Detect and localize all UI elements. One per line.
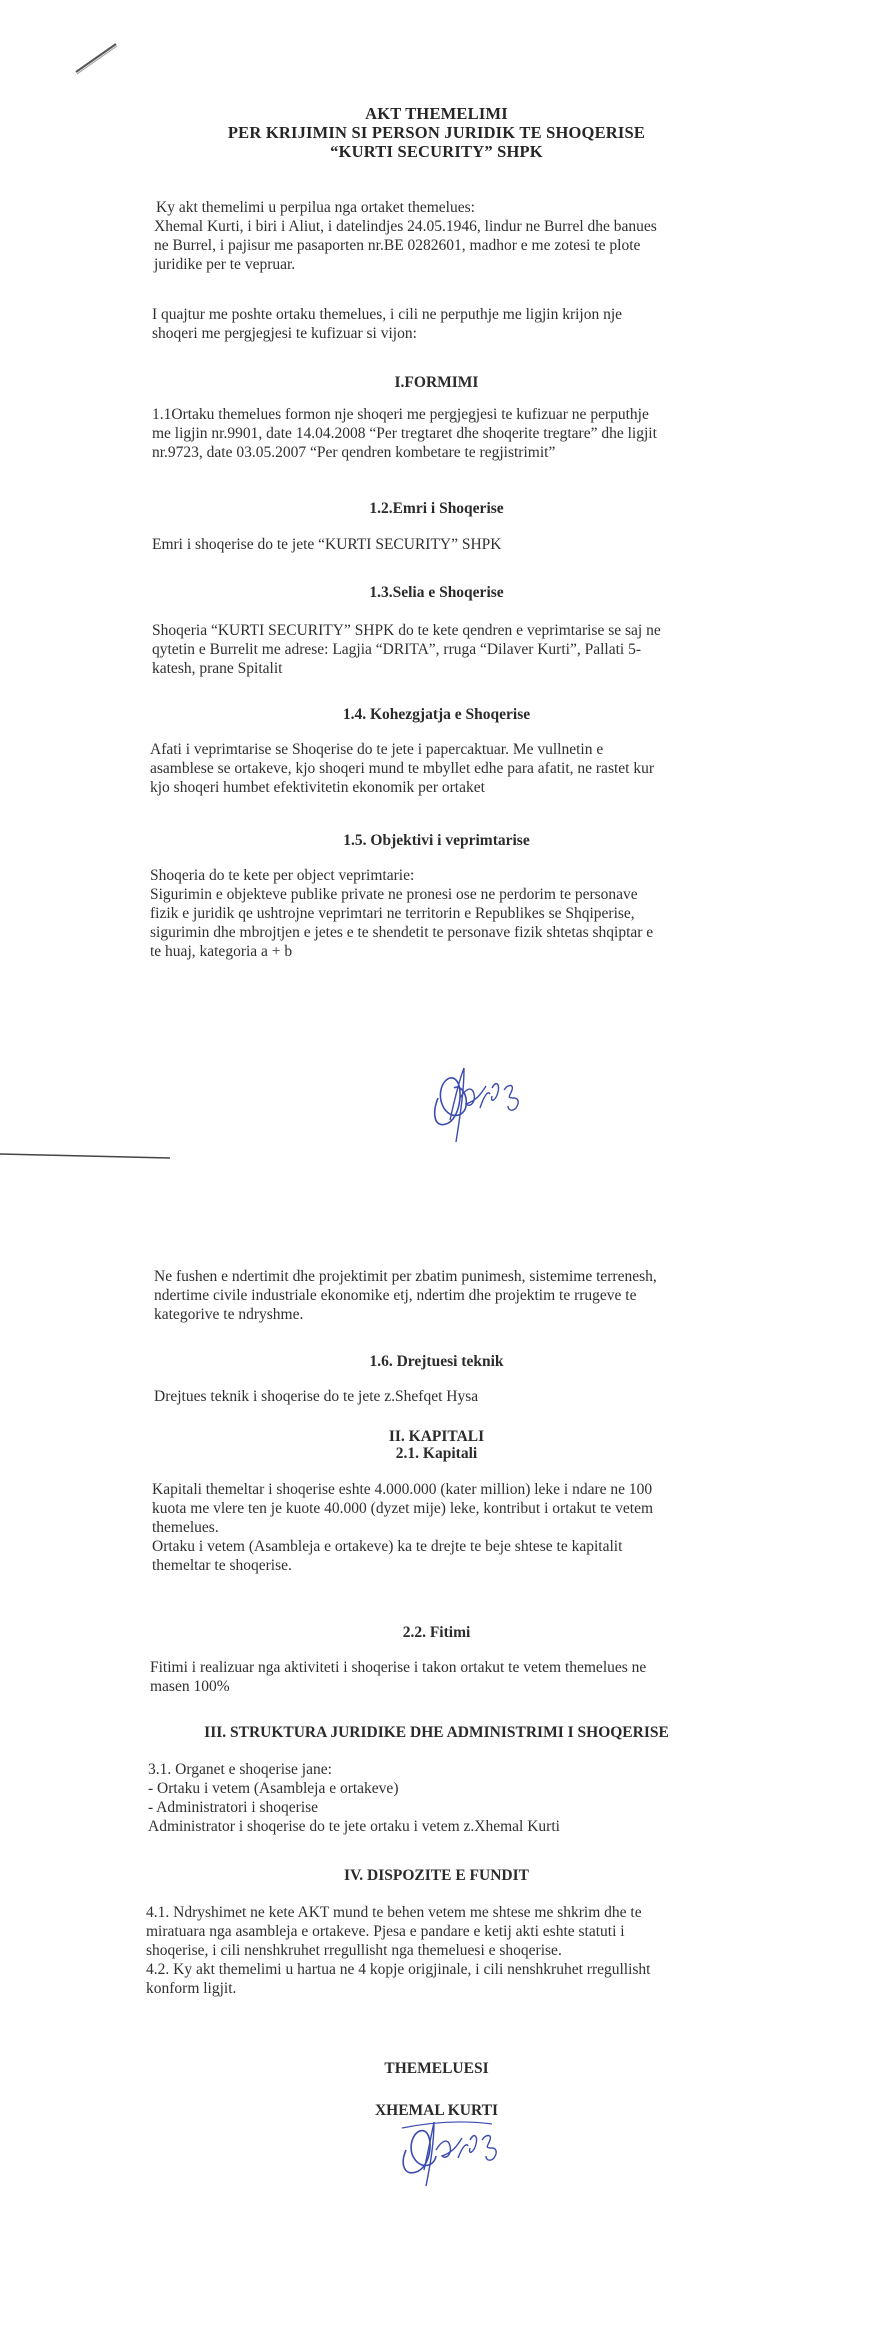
signature-initials-page1: [420, 1058, 530, 1148]
objektivi-continued-paragraph: Ne fushen e ndertimit dhe projektimit per zbatim punimesh, sistemime terrenesh, ndertime civile industriale ekonomike etj, ndertim dhe projektim te rrugeve te kategorive te ndryshme.: [154, 1268, 657, 1323]
page-2: [0, 1160, 873, 2332]
subheading-kapitali: 2.1. Kapitali: [395, 1445, 478, 1462]
section-heading-dispozite: IV. DISPOZITE E FUNDIT: [344, 1867, 529, 1884]
section-heading-objektivi: 1.5. Objektivi i veprimtarise: [343, 832, 530, 849]
struktura-paragraph: 3.1. Organet e shoqerise jane: - Ortaku i vetem (Asambleja e ortakeve) - Administratori i shoqerise Administrator i shoqerise do te jete ortaku i vetem z.Xhemal Kurti: [148, 1761, 560, 1835]
section-heading-drejtuesi: 1.6. Drejtuesi teknik: [369, 1353, 504, 1370]
section-heading-emri: 1.2.Emri i Shoqerise: [369, 500, 504, 517]
founder-paragraph: I quajtur me poshte ortaku themelues, i cili ne perputhje me ligjin krijon nje shoqeri me pergjegjesi te kufizuar si vijon:: [152, 306, 623, 342]
fitimi-paragraph: Fitimi i realizuar nga aktiviteti i shoqerise i takon ortakut te vetem themelues ne masen 100%: [150, 1659, 647, 1695]
founder-signature: [392, 2110, 512, 2190]
founder-name: XHEMAL KURTI: [374, 2102, 499, 2119]
section-heading-kapitali: II. KAPITALI: [388, 1428, 485, 1445]
page-fold-mark: [0, 1150, 180, 1160]
section-heading-kohezgjatja: 1.4. Kohezgjatja e Shoqerise: [342, 706, 531, 723]
company-name-title: “KURTI SECURITY” SHPK: [330, 142, 543, 161]
section-heading-fitimi: 2.2. Fitimi: [402, 1624, 471, 1641]
page-1: [0, 0, 873, 1160]
section-heading-formimi: I.FORMIMI: [394, 374, 479, 391]
intro-paragraph: Ky akt themelimi u perpilua nga ortaket themelues: Xhemal Kurti, i biri i Aliut, i datelindjes 24.05.1946, lindur ne Burrel dhe banues ne Burrel, i pajisur me pasaporten nr.BE 0282601, madhor e me zotesi te plote juridike per te vepruar.: [154, 199, 657, 273]
section-heading-struktura: III. STRUKTURA JURIDIKE DHE ADMINISTRIMI I SHOQERISE: [204, 1724, 669, 1741]
kohezgjatja-paragraph: Afati i veprimtarise se Shoqerise do te jete i papercaktuar. Me vullnetin e asamblese se ortakeve, kjo shoqeri mund te mbyllet edhe para afatit, ne rastet kur kjo shoqeri humbet efektivitetin ekonomik per ortaket: [150, 741, 654, 796]
section-heading-selia: 1.3.Selia e Shoqerise: [369, 584, 504, 601]
formimi-paragraph: 1.1Ortaku themelues formon nje shoqeri me pergjegjesi te kufizuar ne perputhje me ligjin nr.9901, date 14.04.2008 “Per tregtaret dhe shoqerite tregtare” dhe ligjit nr.9723, date 03.05.2007 “Per qendren kombetare te regjistrimit”: [152, 406, 657, 461]
selia-paragraph: Shoqeria “KURTI SECURITY” SHPK do te kete qendren e veprimtarise se saj ne qytetin e Burrelit me adrese: Lagjia “DRITA”, rruga “Dilaver Kurti”, Pallati 5- katesh, prane Spitalit: [152, 622, 661, 677]
emri-paragraph: Emri i shoqerise do te jete “KURTI SECURITY” SHPK: [152, 536, 502, 553]
pen-stroke-mark: [72, 38, 122, 78]
dispozite-paragraph: 4.1. Ndryshimet ne kete AKT mund te behen vetem me shtese me shkrim dhe te miratuara nga asambleja e ortakeve. Pjesa e pandare e ketij akti eshte statuti i shoqerise, i cili nenshkruhet rregullisht nga themeluesi e shoqerise. 4.2. Ky akt themelimi u hartua ne 4 kopje origjinale, i cili nenshkruhet rregullisht konform ligjit.: [146, 1904, 651, 1997]
drejtuesi-paragraph: Drejtues teknik i shoqerise do te jete z.Shefqet Hysa: [154, 1388, 479, 1405]
kapitali-paragraph: Kapitali themeltar i shoqerise eshte 4.000.000 (kater million) leke i ndare ne 100 kuota me vlere ten je kuote 40.000 (dyzet mije) leke, kontribut i ortakut te vetem themelues. Ortaku i vetem (Asambleja e ortakeve) ka te drejte te beje shtese te kapitalit themeltar te shoqerise.: [152, 1481, 654, 1574]
document-subtitle: PER KRIJIMIN SI PERSON JURIDIK TE SHOQERISE: [227, 123, 646, 142]
objektivi-paragraph: Shoqeria do te kete per object veprimtarie: Sigurimin e objekteve publike private ne pronesi ose ne perdorim te personave fizik e juridik qe ushtrojne veprimtari ne territorin e Republikes se Shqiperise, sigurimin dhe mbrojtjen e jetes e te shendetit te personave fizik shtetas shqiptar e te huaj, kategoria a + b: [150, 867, 654, 960]
document-title: AKT THEMELIMI: [365, 104, 508, 123]
founder-label: THEMELUESI: [384, 2060, 489, 2077]
